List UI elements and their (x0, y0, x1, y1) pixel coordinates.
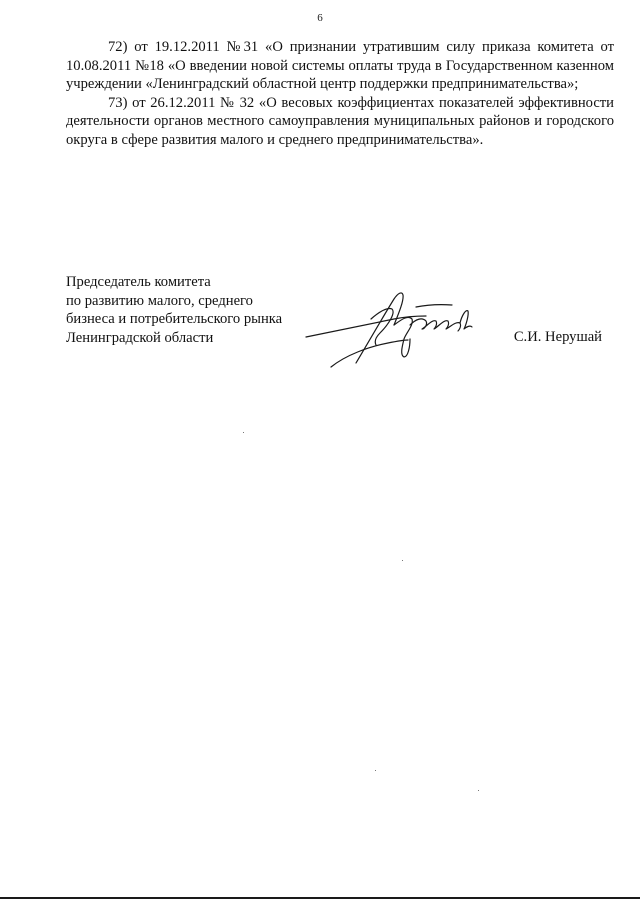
signatory-title-line: Ленинградской области (66, 329, 214, 346)
signatory-title-line: Председатель комитета (66, 274, 211, 290)
scan-speck (243, 432, 244, 433)
signatory-title-line: по развитию малого, среднего (66, 292, 253, 309)
page-number: 6 (317, 12, 323, 24)
list-item-73: 73) от 26.12.2011 № 32 «О весовых коэффициентах показателей эффективности деятельности органов местного самоуправления муниципальных районов и городского округа в сфере развития малого и среднего предпринимательства». (66, 94, 614, 148)
signatory-name: С.И. Нерушай (513, 329, 602, 345)
document-body (66, 38, 614, 150)
scan-bottom-edge (0, 897, 640, 899)
handwritten-signature (276, 285, 476, 375)
list-item-72: 72) от 19.12.2011 №31 «О признании утратившим силу приказа комитета от 10.08.2011 №18 «О введении новой системы оплаты труда в Государственном казенном учреждении «Ленинградский областной центр поддержки предпринимательства»; (66, 39, 614, 93)
signatory-title (66, 273, 282, 347)
scan-speck (375, 770, 376, 771)
scan-speck (402, 560, 403, 561)
signature-block (66, 273, 614, 373)
signatory-title-line: бизнеса и потребительского рынка (66, 311, 283, 328)
scan-speck (478, 790, 479, 791)
